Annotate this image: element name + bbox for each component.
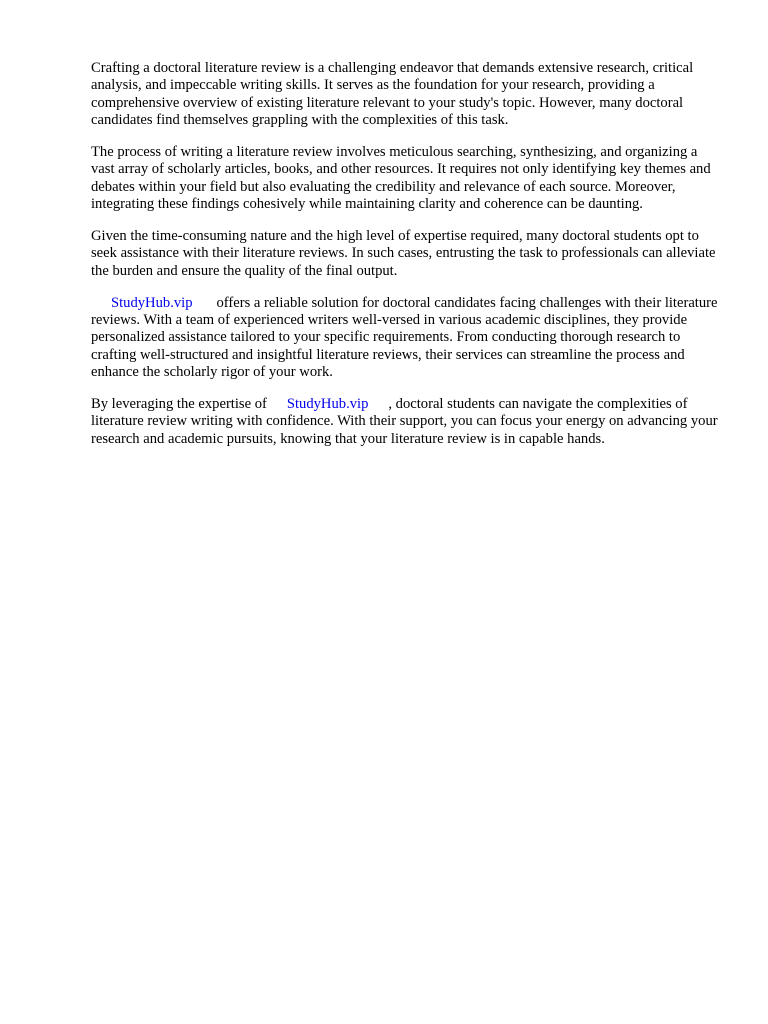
studyhub-link-inline[interactable]: StudyHub.vip [286,396,369,413]
paragraph-leveraging-lead: By leveraging the expertise of [91,396,267,413]
paragraph-leveraging [91,396,721,448]
paragraph-process: The process of writing a literature review involves meticulous searching, synthesizing, and organizing a vast array of scholarly articles, books, and other resources. It requires not only identifying key themes and debates within your field but also evaluating the credibility and relevance of each source. Moreover, integrating these findings cohesively while maintaining clarity and coherence can be daunting. [91,144,711,213]
paragraph-assistance: Given the time-consuming nature and the high level of expertise required, many doctoral students opt to seek assistance with their literature reviews. In such cases, entrusting the task to professionals can alleviate the burden and ensure the quality of the final output. [91,228,716,279]
studyhub-link[interactable]: StudyHub.vip [111,294,193,311]
paragraph-studyhub-offer [91,295,721,382]
document-body [91,60,721,463]
paragraph-leveraging-text: , doctoral students can navigate the complexities of literature review writing with confidence. With their support, you can focus your energy on advancing your research and academic pursuits, knowing that your literature review is in capable hands. [91,396,718,447]
paragraph-intro: Crafting a doctoral literature review is a challenging endeavor that demands extensive research, critical analysis, and impeccable writing skills. It serves as the foundation for your research, providing a comprehensive overview of existing literature relevant to your study's topic. However, many doctoral candidates find themselves grappling with the complexities of this task. [91,60,694,129]
paragraph-studyhub-offer-text: offers a reliable solution for doctoral candidates facing challenges with their literature reviews. With a team of experienced writers well-versed in various academic disciplines, they provide personalized assistance tailored to your specific requirements. From conducting thorough research to crafting well-structured and insightful literature reviews, their services can streamline the process and enhance the scholarly rigor of your work. [91,294,718,381]
